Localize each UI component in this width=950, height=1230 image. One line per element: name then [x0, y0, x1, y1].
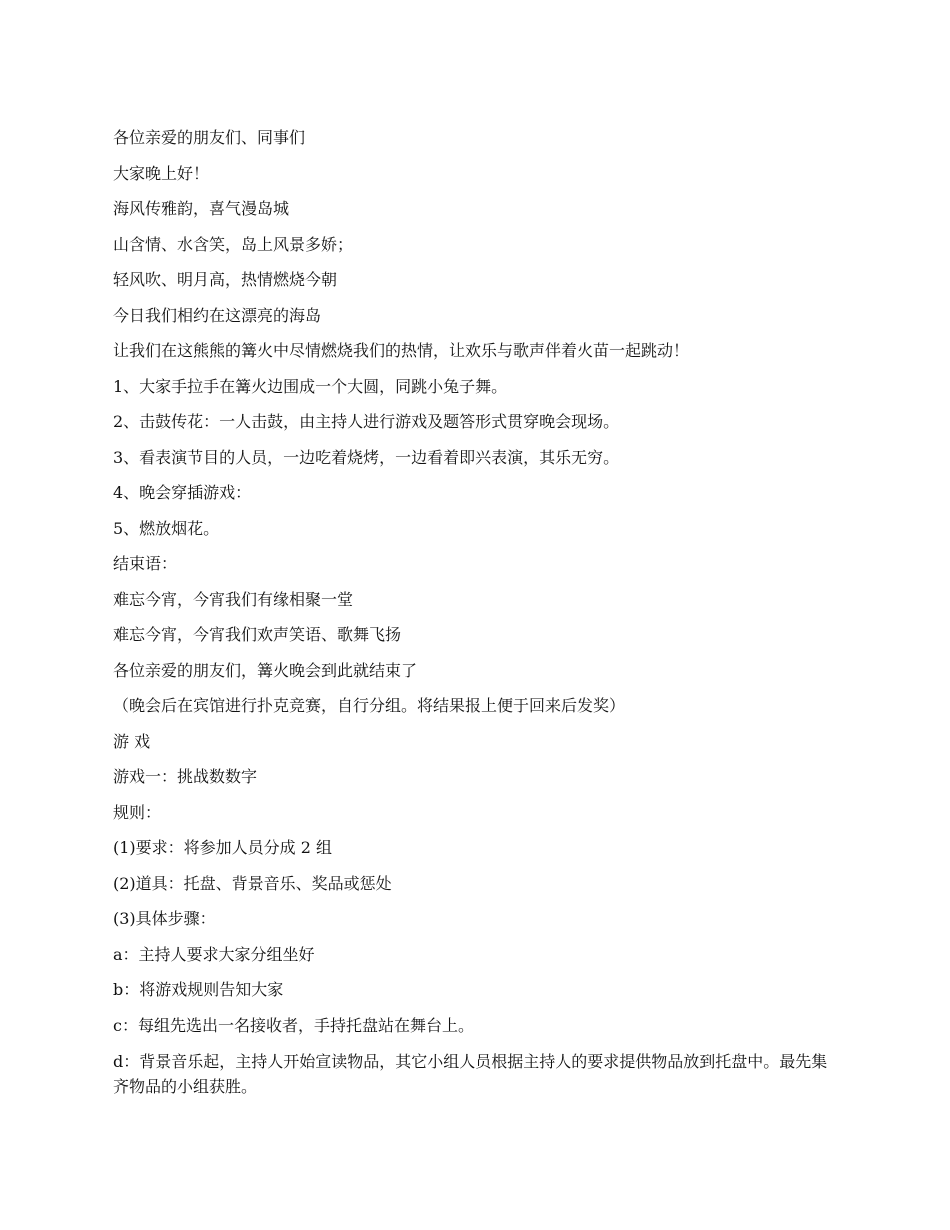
rule-requirement: (1)要求：将参加人员分成 2 组 [113, 838, 333, 857]
closing-line-1: 难忘今宵，今宵我们有缘相聚一堂 [113, 589, 354, 609]
verse-line-2: 山含情、水含笑，岛上风景多娇； [113, 234, 354, 254]
closing-line-3: 各位亲爱的朋友们，篝火晚会到此就结束了 [113, 660, 418, 680]
rules-heading: 规则： [113, 802, 162, 822]
greeting-line: 各位亲爱的朋友们、同事们 [113, 128, 306, 147]
closing-note: （晚会后在宾馆进行扑克竞赛，自行分组。将结果报上便于回来后发奖） [113, 696, 626, 715]
step-c: c：每组先选出一名接收者，手持托盘站在舞台上。 [113, 1015, 474, 1035]
opening-invitation: 让我们在这熊熊的篝火中尽情燃烧我们的热情，让欢乐与歌声伴着火苗一起跳动！ [113, 341, 690, 360]
closing-line-2: 难忘今宵，今宵我们欢声笑语、歌舞飞扬 [113, 625, 402, 644]
step-a: a：主持人要求大家分组坐好 [113, 944, 315, 964]
program-item-3: 3、看表演节目的人员，一边吃着烧烤，一边看着即兴表演，其乐无穷。 [113, 447, 620, 467]
verse-line-4: 今日我们相约在这漂亮的海岛 [113, 305, 322, 325]
step-d: d：背景音乐起，主持人开始宣读物品，其它小组人员根据主持人的要求提供物品放到托盘中。最先集齐物品的小组获胜。 [113, 1052, 828, 1096]
game-one-title: 游戏一：挑战数数字 [113, 767, 258, 786]
program-item-5: 5、燃放烟花。 [113, 518, 220, 538]
verse-line-1: 海风传雅韵，喜气漫岛城 [113, 199, 290, 218]
games-heading: 游 戏 [113, 731, 151, 751]
verse-line-3: 轻风吹、明月高，热情燃烧今朝 [113, 270, 338, 289]
rule-steps-heading: (3)具体步骤： [113, 909, 216, 928]
greeting-evening: 大家晚上好！ [113, 163, 210, 183]
document-body [113, 120, 838, 1099]
rule-props: (2)道具：托盘、背景音乐、奖品或惩处 [113, 873, 392, 893]
program-item-1: 1、大家手拉手在篝火边围成一个大圆，同跳小兔子舞。 [113, 376, 508, 396]
step-b: b：将游戏规则告知大家 [113, 980, 284, 999]
program-item-4: 4、晚会穿插游戏： [113, 483, 252, 502]
closing-heading: 结束语： [113, 554, 178, 573]
program-item-2: 2、击鼓传花：一人击鼓，由主持人进行游戏及题答形式贯穿晚会现场。 [113, 412, 620, 431]
